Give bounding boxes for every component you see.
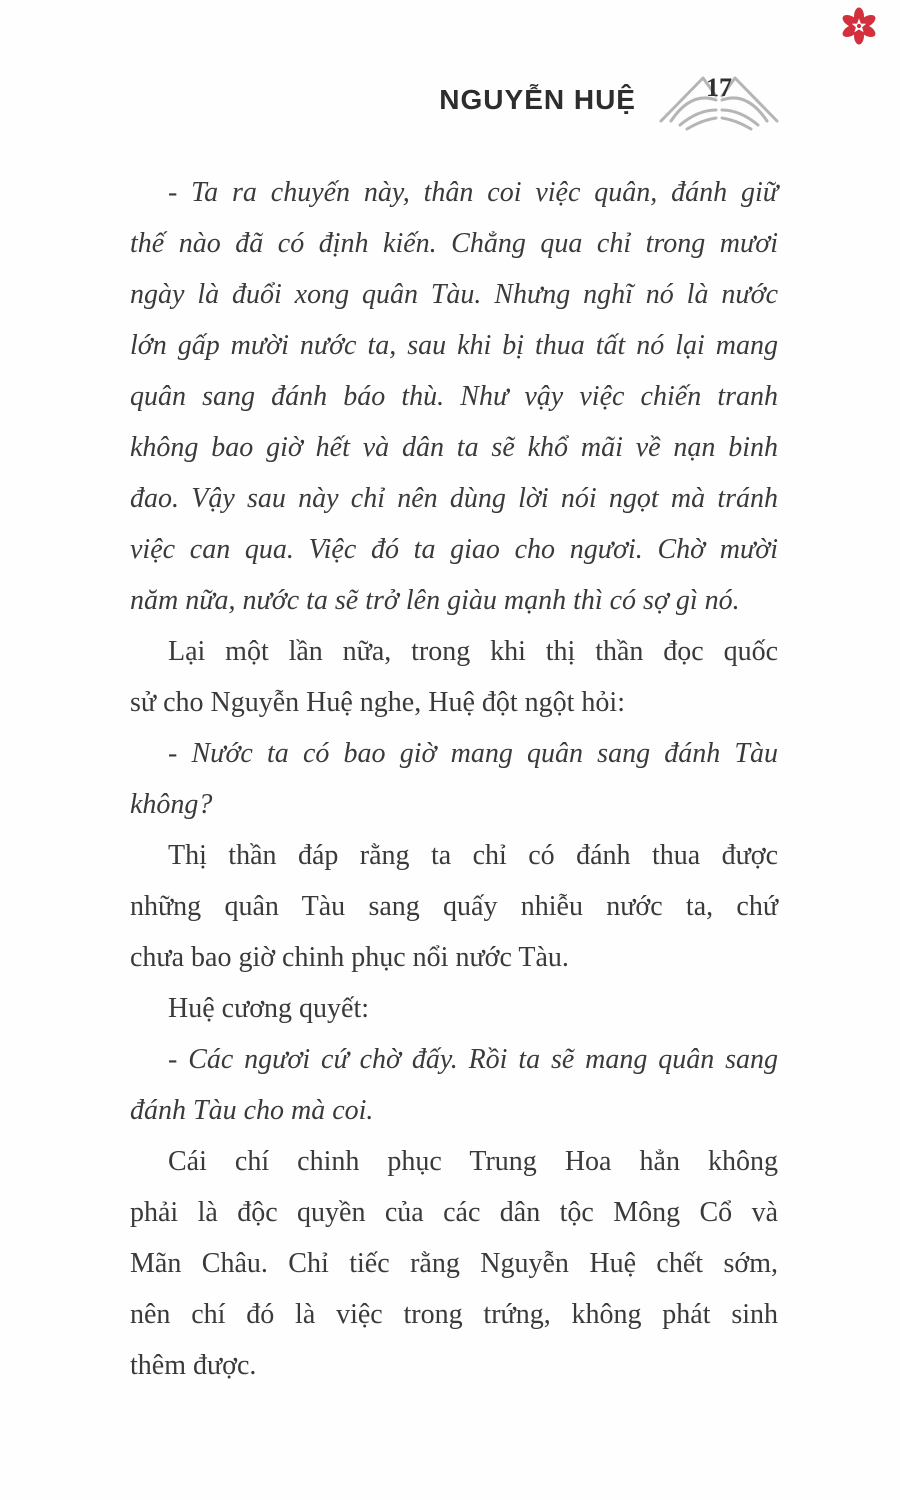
paragraph-narration-4 [130, 1136, 778, 1391]
page-header [130, 74, 780, 132]
text-line: phải là độc quyền của các dân tộc Mông Cổ và [130, 1197, 778, 1228]
text-line: không bao giờ hết và dân ta sẽ khổ mãi về nạn binh [130, 432, 778, 463]
red-flower-icon [841, 7, 877, 45]
running-title: NGUYỄN HUỆ [439, 84, 636, 115]
text-line: Thị thần đáp rằng ta chỉ có đánh thua được [168, 840, 778, 871]
text-line: - Ta ra chuyến này, thân coi việc quân, đánh giữ [168, 177, 778, 208]
text-line: lớn gấp mười nước ta, sau khi bị thua tất nó lại mang [130, 330, 778, 361]
paragraph-narration-2 [130, 830, 778, 983]
page-number-marker [658, 74, 780, 132]
text-line: ngày là đuổi xong quân Tàu. Nhưng nghĩ nó là nước [130, 279, 778, 310]
page-text [130, 167, 778, 1391]
text-line: - Nước ta có bao giờ mang quân sang đánh Tàu [168, 738, 778, 769]
text-line: đánh Tàu cho mà coi. [130, 1095, 374, 1126]
text-line: những quân Tàu sang quấy nhiễu nước ta, chứ [130, 891, 778, 922]
text-line: việc can qua. Việc đó ta giao cho ngươi. Chờ mười [130, 534, 778, 565]
text-line: Mãn Châu. Chỉ tiếc rằng Nguyễn Huệ chết sớm, [130, 1248, 778, 1279]
paragraph-dialogue-3 [130, 1034, 778, 1136]
text-line: Huệ cương quyết: [168, 993, 370, 1024]
text-line: nên chí đó là việc trong trứng, không phát sinh [130, 1299, 778, 1330]
text-line: không? [130, 789, 213, 820]
text-line: thế nào đã có định kiến. Chẳng qua chỉ trong mươi [130, 228, 778, 259]
page-number: 17 [706, 73, 732, 102]
text-line: thêm được. [130, 1350, 257, 1381]
text-line: chưa bao giờ chinh phục nổi nước Tàu. [130, 942, 569, 973]
text-line: năm nữa, nước ta sẽ trở lên giàu mạnh thì có sợ gì nó. [130, 585, 740, 616]
paragraph-dialogue-2 [130, 728, 778, 830]
text-line: Cái chí chinh phục Trung Hoa hẳn không [168, 1146, 778, 1177]
paragraph-narration-1 [130, 626, 778, 728]
text-line: sử cho Nguyễn Huệ nghe, Huệ đột ngột hỏi: [130, 687, 625, 718]
text-line: đao. Vậy sau này chỉ nên dùng lời nói ngọt mà tránh [130, 483, 778, 514]
text-line: - Các ngươi cứ chờ đấy. Rồi ta sẽ mang quân sang [168, 1044, 778, 1075]
paragraph-dialogue-1 [130, 167, 778, 626]
text-line: quân sang đánh báo thù. Như vậy việc chiến tranh [130, 381, 778, 412]
text-line: Lại một lần nữa, trong khi thị thần đọc quốc [168, 636, 778, 667]
paragraph-narration-3 [130, 983, 778, 1034]
